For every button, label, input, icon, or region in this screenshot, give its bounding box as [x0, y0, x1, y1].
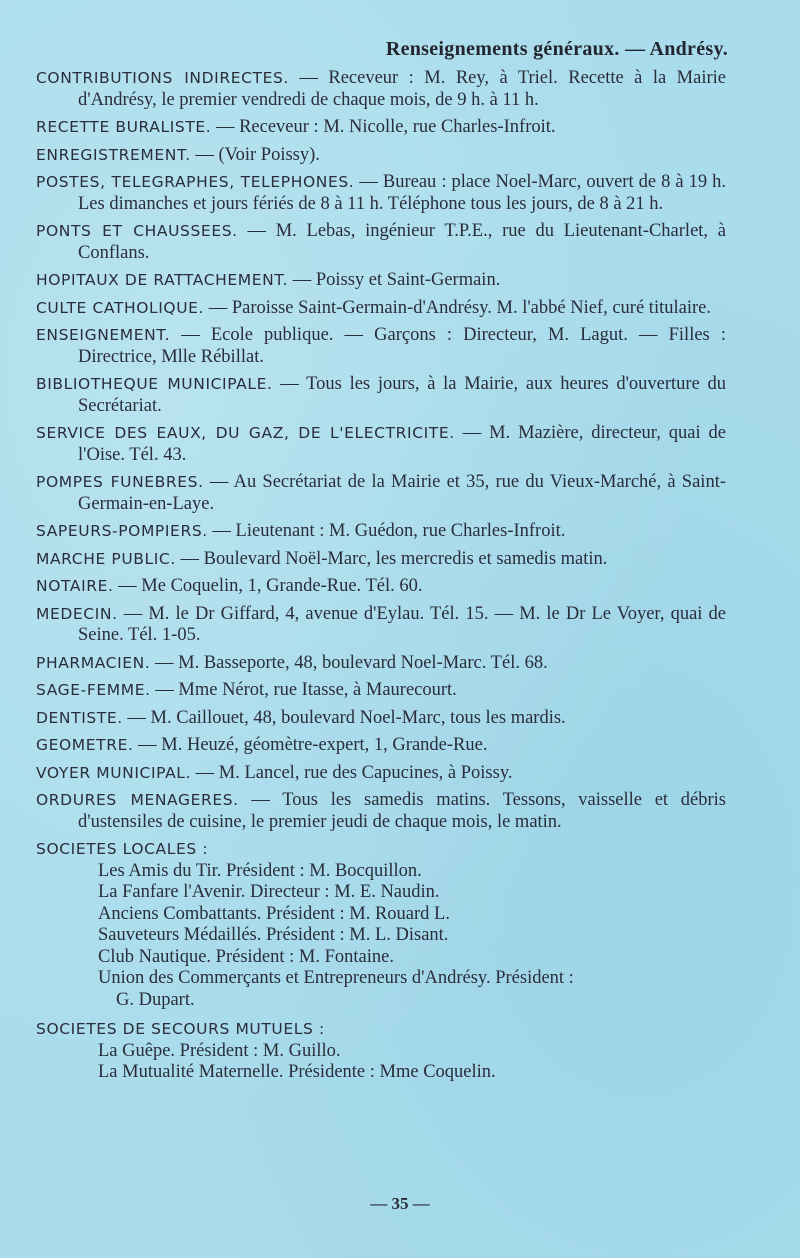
entry-voyer: [36, 763, 726, 785]
entry-recette: [36, 117, 726, 139]
page-number: — 35 —: [370, 1194, 430, 1213]
societes-secours-list: [36, 1041, 726, 1084]
entry-body: — Receveur : M. Nicolle, rue Charles-Infroit.: [211, 117, 556, 137]
societes-locales-title: SOCIETES LOCALES :: [36, 840, 209, 858]
entry-body: — Ecole publique. — Garçons : Directeur, M. Lagut. — Filles : Directrice, Mlle Rébillat.: [78, 325, 726, 367]
entry-body: — M. Heuzé, géomètre-expert, 1, Grande-Rue.: [133, 735, 488, 755]
entry-body: — Bureau : place Noel-Marc, ouvert de 8 à 19 h. Les dimanches et jours fériés de 8 à 11 h. Téléphone tous les jours, de 8 à 21 h.: [78, 172, 726, 214]
entry-head: ORDURES MENAGERES.: [36, 791, 239, 809]
list-item: Union des Commerçants et Entrepreneurs d'Andrésy. Président :: [98, 968, 574, 988]
entry-enregistrement: [36, 145, 726, 167]
entry-notaire: [36, 576, 726, 598]
entry-medecin: [36, 604, 726, 647]
entry-culte: [36, 298, 726, 320]
entry-body: — Poissy et Saint-Germain.: [288, 270, 501, 290]
list-item: Sauveteurs Médaillés. Président : M. L. Disant.: [98, 925, 449, 945]
list-item: La Fanfare l'Avenir. Directeur : M. E. Naudin.: [98, 882, 440, 902]
entry-hopitaux: [36, 270, 726, 292]
entry-body: — M. Lebas, ingénieur T.P.E., rue du Lieutenant-Charlet, à Conflans.: [78, 221, 727, 263]
entry-marche: [36, 549, 726, 571]
entries-list: [36, 68, 726, 1084]
entry-head: RECETTE BURALISTE.: [36, 118, 212, 136]
societes-locales-list: [36, 861, 726, 1012]
entry-head: SAGE-FEMME.: [36, 681, 151, 699]
entry-ponts: [36, 221, 726, 264]
entry-head: SERVICE DES EAUX, DU GAZ, DE L'ELECTRICITE.: [36, 424, 455, 442]
entry-body: — Tous les samedis matins. Tessons, vaisselle et débris d'ustensiles de cuisine, le premier jeudi de chaque mois, le matin.: [78, 790, 726, 832]
entry-head: MEDECIN.: [36, 604, 118, 623]
page-header: Renseignements généraux. — Andrésy.: [385, 38, 728, 60]
list-item: Club Nautique. Président : M. Fontaine.: [98, 946, 394, 967]
entry-postes: [36, 172, 726, 215]
entry-body: — Receveur : M. Rey, à Triel. Recette à la Mairie d'Andrésy, le premier vendredi de chaque mois, de 9 h. à 11 h.: [78, 68, 726, 110]
entry-head: ENSEIGNEMENT.: [36, 326, 171, 344]
entry-pharmacien: [36, 653, 726, 675]
entry-head: PONTS ET CHAUSSEES.: [36, 222, 238, 240]
entry-body: — (Voir Poissy).: [190, 144, 320, 165]
list-item: La Guêpe. Président : M. Guillo.: [98, 1040, 341, 1061]
entry-sapeurs-pompiers: [36, 521, 726, 543]
entry-head: SAPEURS-POMPIERS.: [36, 522, 208, 540]
entry-head: POSTES, TELEGRAPHES, TELEPHONES.: [36, 173, 355, 191]
entry-head: VOYER MUNICIPAL.: [36, 763, 192, 782]
entry-body: — Tous les jours, à la Mairie, aux heures d'ouverture du Secrétariat.: [78, 374, 727, 416]
entry-body: — M. Basseporte, 48, boulevard Noel-Marc. Tél. 68.: [150, 652, 548, 673]
entry-head: NOTAIRE.: [36, 577, 114, 595]
entry-body: — Boulevard Noël-Marc, les mercredis et samedis matin.: [175, 548, 608, 569]
entry-sage-femme: [36, 680, 726, 702]
entry-pompes-funebres: [36, 472, 726, 515]
entry-service-eaux: [36, 423, 726, 466]
entry-bibliotheque: [36, 374, 726, 417]
list-item: Anciens Combattants. Président : M. Rouard L.: [98, 903, 450, 924]
entry-dentiste: [36, 708, 726, 730]
entry-head: GEOMETRE.: [36, 736, 134, 754]
entry-body: — M. Caillouet, 48, boulevard Noel-Marc, tous les mardis.: [122, 707, 566, 728]
list-item: La Mutualité Maternelle. Présidente : Mme Coquelin.: [98, 1062, 496, 1082]
entry-geometre: [36, 735, 726, 757]
entry-body: — Lieutenant : M. Guédon, rue Charles-Infroit.: [207, 521, 566, 541]
entry-body: — Mme Nérot, rue Itasse, à Maurecourt.: [150, 680, 457, 700]
entry-head: PHARMACIEN.: [36, 653, 151, 672]
societes-secours-title: SOCIETES DE SECOURS MUTUELS :: [36, 1020, 325, 1038]
entry-head: POMPES FUNEBRES.: [36, 473, 204, 491]
entry-head: CULTE CATHOLIQUE.: [36, 298, 205, 317]
entry-head: CONTRIBUTIONS INDIRECTES.: [36, 69, 289, 87]
entry-ordures: [36, 790, 726, 833]
entry-body: — Me Coquelin, 1, Grande-Rue. Tél. 60.: [113, 576, 423, 596]
entry-body: — Au Secrétariat de la Mairie et 35, rue du Vieux-Marché, à Saint-Germain-en-Laye.: [78, 472, 726, 514]
entry-body: — Paroisse Saint-Germain-d'Andrésy. M. l'abbé Nief, curé titulaire.: [204, 297, 711, 318]
entry-body: — M. Mazière, directeur, quai de l'Oise. Tél. 43.: [78, 423, 726, 465]
entry-head: ENREGISTREMENT.: [36, 145, 191, 164]
entry-head: HOPITAUX DE RATTACHEMENT.: [36, 271, 289, 289]
entry-contributions: [36, 68, 726, 111]
entry-head: MARCHE PUBLIC.: [36, 549, 176, 568]
entry-enseignement: [36, 325, 726, 368]
entry-head: DENTISTE.: [36, 708, 123, 727]
entry-body: — M. Lancel, rue des Capucines, à Poissy.: [191, 762, 513, 783]
list-item: Les Amis du Tir. Président : M. Bocquillon.: [98, 860, 422, 881]
list-item-continuation: G. Dupart.: [116, 989, 195, 1010]
entry-body: — M. le Dr Giffard, 4, avenue d'Eylau. Tél. 15. — M. le Dr Le Voyer, quai de Seine. Tél. 1-05.: [78, 603, 726, 645]
entry-head: BIBLIOTHEQUE MUNICIPALE.: [36, 375, 273, 393]
